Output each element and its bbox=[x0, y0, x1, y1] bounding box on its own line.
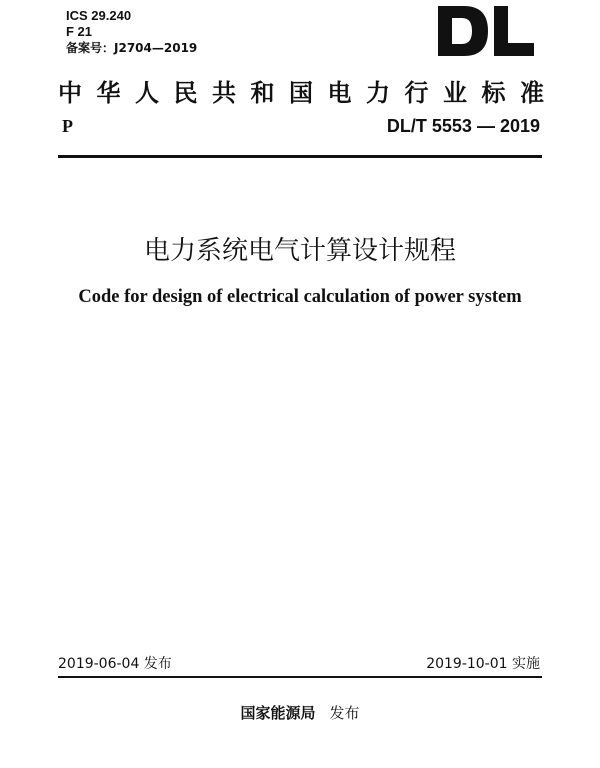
heading-char: 标 bbox=[481, 78, 506, 107]
standard-number: DL/T 5553 — 2019 bbox=[386, 116, 540, 136]
heading-char: 国 bbox=[289, 78, 313, 107]
dl-logo-l bbox=[494, 6, 534, 56]
heading-char: 和 bbox=[250, 78, 275, 107]
category-code: F 21 bbox=[66, 24, 93, 39]
document-title-cn: 电力系统电气计算设计规程 bbox=[143, 236, 456, 266]
dl-logo-d bbox=[438, 6, 488, 56]
heading-char: 共 bbox=[212, 78, 236, 107]
heading-char: 人 bbox=[135, 78, 159, 107]
record-number: 备案号：J2704—2019 bbox=[66, 41, 198, 55]
heading-char: 华 bbox=[96, 78, 121, 107]
document-title-en: Code for design of electrical calculation of power system bbox=[78, 287, 522, 307]
issuer-org: 国家能源局 bbox=[240, 704, 316, 722]
issuer-line bbox=[0, 702, 600, 723]
heading-char: 业 bbox=[443, 78, 467, 107]
dl-logo bbox=[436, 2, 536, 60]
heading-char: 力 bbox=[366, 78, 390, 107]
heading-char: 准 bbox=[520, 78, 544, 107]
heading-char: 行 bbox=[404, 78, 429, 107]
ics-code: ICS 29.240 bbox=[66, 8, 132, 23]
issuer-action: 发布 bbox=[329, 704, 360, 722]
header-divider bbox=[58, 155, 542, 158]
category-letter: P bbox=[62, 116, 73, 136]
heading-char: 电 bbox=[327, 78, 352, 107]
footer-divider bbox=[58, 676, 542, 678]
effective-date: 2019-10-01 实施 bbox=[426, 656, 540, 672]
publish-date: 2019-06-04 发布 bbox=[58, 656, 172, 672]
standard-type-heading bbox=[58, 72, 544, 108]
heading-char: 民 bbox=[173, 78, 198, 107]
heading-char: 中 bbox=[58, 78, 82, 107]
